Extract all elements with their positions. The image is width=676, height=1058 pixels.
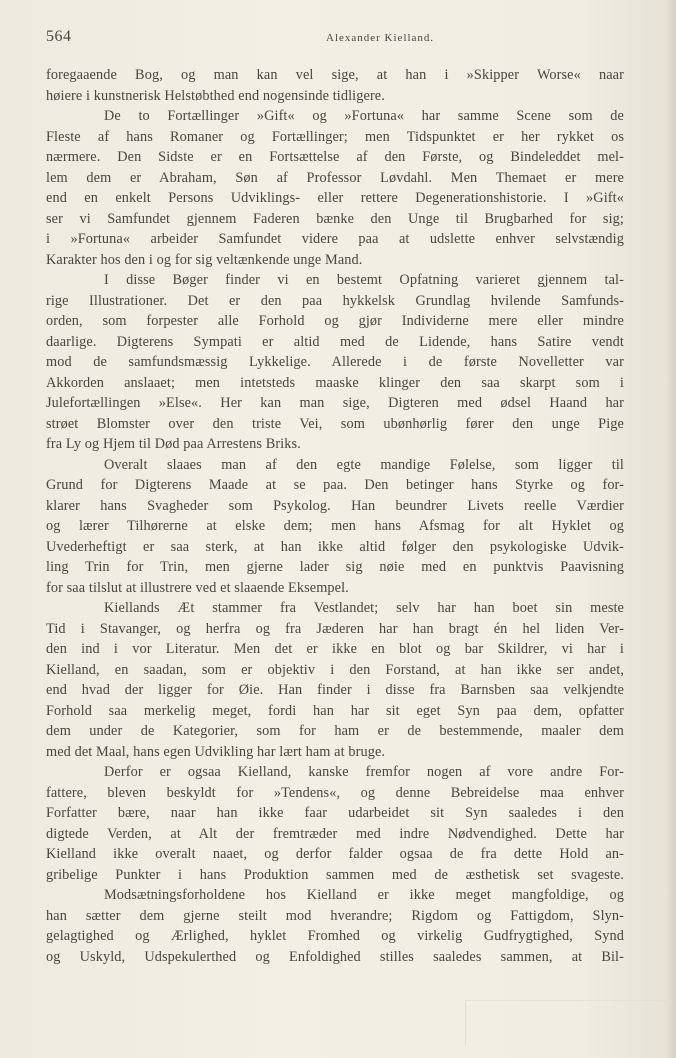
text-line: foregaaende Bog, og man kan vel sige, at han i »Skipper Worse« naar — [46, 67, 624, 83]
text-line: fattere, bleven beskyldt for »Tendens«, og denne Bebreidelse maa enhver — [46, 784, 624, 801]
text-line: nærmere. Den Sidste er en Fortsættelse af den Første, og Bindeleddet mel- — [46, 149, 624, 165]
text-line: I disse Bøger finder vi en bestemt Opfatning varieret gjennem tal- — [104, 272, 624, 288]
text-line: strøet Blomster over den triste Vei, som ubønhørlig fører den unge Pige — [46, 415, 624, 432]
text-line: gribelige Punkter i hans Produktion sammen med de æsthetisk set svageste. — [46, 866, 624, 883]
text-line: dem under de Kategorier, som for ham er de bestemmende, maaler dem — [46, 723, 624, 739]
text-line: i »Fortuna« arbeider Samfundet videre paa at udslette enhver selvstændig — [46, 231, 624, 247]
text-line: klarer hans Svagheder som Psykolog. Han beundrer Livets reelle Værdier — [46, 497, 624, 514]
text-line: han sætter dem gjerne steilt mod hverandre; Rigdom og Fattigdom, Slyn- — [46, 907, 624, 924]
text-line: Modsætningsforholdene hos Kielland er ikke meget mangfoldige, og — [104, 887, 624, 903]
text-line: orden, som forpester alle Forhold og gjør Individerne mere eller mindre — [46, 313, 624, 329]
text-line: lem dem er Abraham, Søn af Professor Løvdahl. Men Themaet er mere — [46, 169, 624, 186]
text-line: og lærer Tilhørerne at elske dem; men hans Afsmag for alt Hyklet og — [46, 518, 624, 534]
text-line: Grund for Digterens Maade at se paa. Den betinger hans Styrke og for- — [46, 477, 624, 493]
text-line: Derfor er ogsaa Kielland, kanske fremfor nogen af vore andre For- — [104, 764, 624, 780]
text-line: og Uskyld, Udspekulerthed og Enfoldighed stilles saaledes sammen, at Bil- — [46, 948, 624, 965]
text-line: Kielland ikke overalt naaet, og derfor falder ogsaa de fra dette Hold an- — [46, 846, 624, 862]
text-line: end hvad der ligger for Øie. Han finder i disse fra Barnsben saa velkjendte — [46, 682, 624, 698]
page-header — [46, 28, 624, 50]
page-edge-shadow — [666, 0, 676, 1058]
text-line: Forfatter bære, naar han ikke faar udarbeidet sit Syn saaledes i den — [46, 805, 624, 821]
text-line: Julefortællingen »Else«. Her kan man sige, Digteren med ødsel Haand har — [46, 395, 624, 411]
page-number: 564 — [46, 28, 72, 45]
text-line: daarlige. Digterens Sympati er altid med de Lidende, hans Satire vendt — [46, 333, 624, 350]
text-line: De to Fortællinger »Gift« og »Fortuna« har samme Scene som de — [104, 108, 624, 124]
text-line: Karakter hos den i og for sig veltænkende unge Mand. — [46, 251, 363, 268]
text-line: end en enkelt Persons Udviklings- eller rettere Degenerationshistorie. I »Gift« — [46, 190, 624, 206]
text-line: den ind i vor Literatur. Men det er ikke en blot og bar Skildrer, vi har i — [46, 641, 624, 657]
text-line: Akkorden anslaaet; men intetsteds maaske klinger den saa skarpt som i — [46, 374, 624, 391]
text-line: Forhold saa merkelig meget, fordi han har sit eget Syn paa dem, opfatter — [46, 702, 624, 719]
text-line: mod de samfundsmæssig Lykkelige. Allerede i de første Novelletter var — [46, 354, 624, 370]
text-line: Kielland, en saadan, som er objektiv i den Forstand, at han ikke ser andet, — [46, 661, 624, 678]
text-line: Uvederheftigt er saa sterk, at han ikke altid følger den psykologiske Udvik- — [46, 538, 624, 555]
text-line: høiere i kunstnerisk Helstøbthed end nogensinde tidligere. — [46, 87, 385, 104]
text-line: ser vi Samfundet gjennem Faderen bænke den Unge til Brugbarhed for sig; — [46, 210, 624, 227]
text-line: Tid i Stavanger, og herfra og fra Jæderen har han bragt én hel liden Ver- — [46, 620, 624, 637]
text-line: Fleste af hans Romaner og Fortællinger; men Tidspunktet er her rykket os — [46, 128, 624, 145]
text-line: med det Maal, hans egen Udvikling har lært ham at bruge. — [46, 743, 386, 760]
text-line: fra Ly og Hjem til Død paa Arrestens Briks. — [46, 436, 301, 452]
text-line: digtede Verden, at Alt der fremtræder med indre Nødvendighed. Dette har — [46, 825, 624, 842]
running-title: Alexander Kielland. — [326, 32, 435, 44]
text-line: rige Illustrationer. Det er den paa hykkelsk Grundlag hvilende Samfunds- — [46, 292, 624, 309]
text-line: gelagtighed og Ærlighed, hyklet Fromhed og virkelig Gudfrygtighed, Synd — [46, 928, 624, 944]
body-text — [46, 65, 624, 967]
page-stain-mark — [465, 1000, 671, 1045]
text-line: for saa tilslut at illustrere ved et slaaende Eksempel. — [46, 579, 349, 596]
text-line: Overalt slaaes man af den egte mandige Følelse, som ligger til — [104, 456, 624, 473]
text-line: ling Trin for Trin, men gjerne lader sig nøie med en punktvis Paavisning — [46, 559, 624, 575]
text-line: Kiellands Æt stammer fra Vestlandet; selv har han boet sin meste — [104, 600, 624, 616]
